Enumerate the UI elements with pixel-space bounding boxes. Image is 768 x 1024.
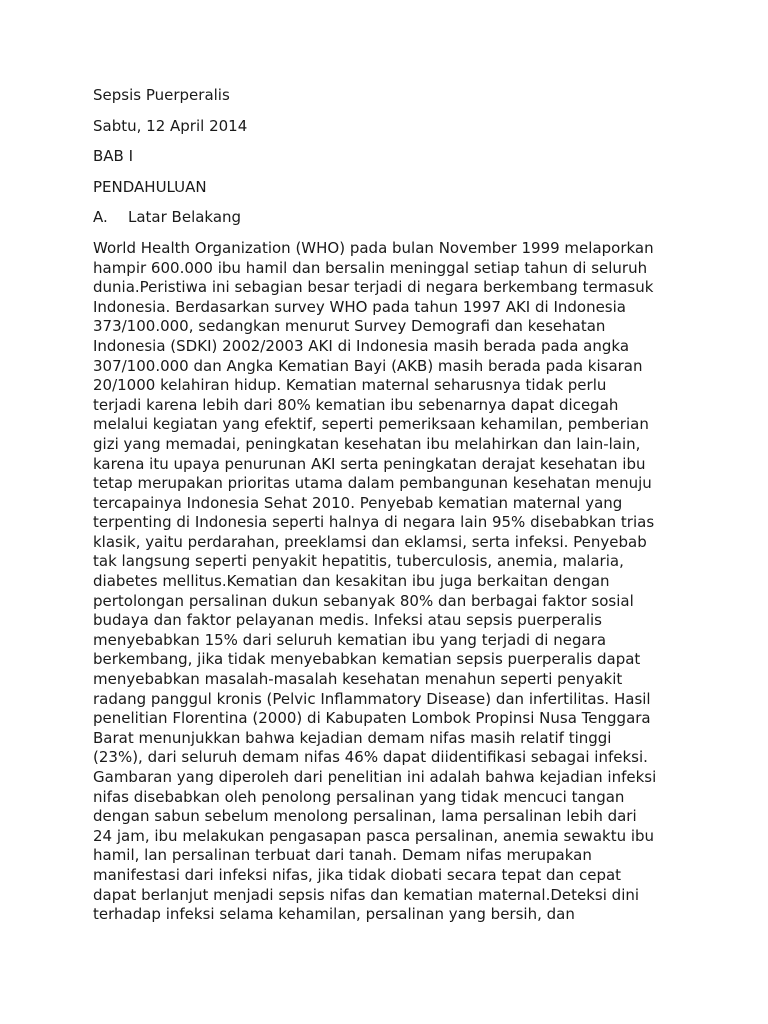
section-title: Latar Belakang [128,208,242,227]
paragraph-line: klasik, yaitu perdarahan, preeklamsi dan eklamsi, serta infeksi. Penyebab [93,532,647,551]
paragraph-line: tak langsung seperti penyakit hepatitis, tuberculosis, anemia, malaria, [93,552,624,571]
paragraph-line: penelitian Florentina (2000) di Kabupaten Lombok Propinsi Nusa Tenggara [93,709,651,728]
paragraph-line: terhadap infeksi selama kehamilan, persalinan yang bersih, dan [93,905,575,924]
paragraph-line: radang panggul kronis (Pelvic Inflammatory Disease) dan infertilitas. Hasil [93,689,651,708]
paragraph-line: Barat menunjukkan bahwa kejadian demam nifas masih relatif tinggi [93,728,612,747]
paragraph-line: 24 jam, ibu melakukan pengasapan pasca persalinan, anemia sewaktu ibu [93,826,655,845]
paragraph-line: terpenting di Indonesia seperti halnya di negara lain 95% disebabkan trias [93,513,655,532]
paragraph-line: Indonesia. Berdasarkan survey WHO pada tahun 1997 AKI di Indonesia [93,297,626,316]
paragraph-line: gizi yang memadai, peningkatan kesehatan ibu melahirkan dan lain-lain, [93,434,641,453]
paragraph-line: manifestasi dari infeksi nifas, jika tidak diobati secara tepat dan cepat [93,865,622,884]
chapter-number: BAB I [93,147,134,166]
paragraph-line: nifas disebabkan oleh penolong persalinan yang tidak mencuci tangan [93,787,625,806]
paragraph-line: diabetes mellitus.Kematian dan kesakitan ibu juga berkaitan dengan [93,572,610,591]
paragraph-line: menyebabkan 15% dari seluruh kematian ibu yang terjadi di negara [93,630,607,649]
paragraph-line: World Health Organization (WHO) pada bulan November 1999 melaporkan [93,238,654,257]
paragraph-line: dapat berlanjut menjadi sepsis nifas dan kematian maternal.Deteksi dini [93,885,640,904]
paragraph-line: hamil, lan persalinan terbuat dari tanah. Demam nifas merupakan [93,846,592,865]
document-title: Sepsis Puerperalis [93,86,230,104]
paragraph-line: pertolongan persalinan dukun sebanyak 80% dan berbagai faktor sosial [93,591,634,610]
paragraph-line: (23%), dari seluruh demam nifas 46% dapat diidentifikasi sebagai infeksi. [93,748,648,767]
paragraph-line: tetap merupakan prioritas utama dalam pembangunan kesehatan menuju [93,474,652,493]
paragraph-line: hampir 600.000 ibu hamil dan bersalin meninggal setiap tahun di seluruh [93,258,648,277]
paragraph-line: berkembang, jika tidak menyebabkan kematian sepsis puerperalis dapat [93,650,641,669]
section-number: A. [93,208,108,227]
paragraph-line: menyebabkan masalah-masalah kesehatan menahun seperti penyakit [93,670,623,689]
paragraph-line: budaya dan faktor pelayanan medis. Infeksi atau sepsis puerperalis [93,611,602,630]
paragraph-line: dunia.Peristiwa ini sebagian besar terjadi di negara berkembang termasuk [93,278,654,297]
paragraph-line: 307/100.000 dan Angka Kematian Bayi (AKB) masih berada pada kisaran [93,356,643,375]
paragraph-line: Indonesia (SDKI) 2002/2003 AKI di Indonesia masih berada pada angka [93,336,630,355]
document-page [93,86,683,925]
chapter-title: PENDAHULUAN [93,177,207,196]
paragraph-line: melalui kegiatan yang efektif, seperti pemeriksaan kehamilan, pemberian [93,415,649,434]
paragraph-line: karena itu upaya penurunan AKI serta peningkatan derajat kesehatan ibu [93,454,646,473]
paragraph-line: 20/1000 kelahiran hidup. Kematian maternal seharusnya tidak perlu [93,376,607,395]
section-heading [93,208,683,228]
paragraph-line: tercapainya Indonesia Sehat 2010. Penyebab kematian maternal yang [93,493,623,512]
paragraph-line: dengan sabun sebelum menolong persalinan, lama persalinan lebih dari [93,807,637,826]
paragraph-line: Gambaran yang diperoleh dari penelitian ini adalah bahwa kejadian infeksi [93,768,657,786]
document-date: Sabtu, 12 April 2014 [93,116,248,135]
paragraph-line: 373/100.000, sedangkan menurut Survey Demografi dan kesehatan [93,317,606,336]
paragraph-line: terjadi karena lebih dari 80% kematian ibu sebenarnya dapat dicegah [93,395,619,414]
body-paragraph [93,239,683,925]
